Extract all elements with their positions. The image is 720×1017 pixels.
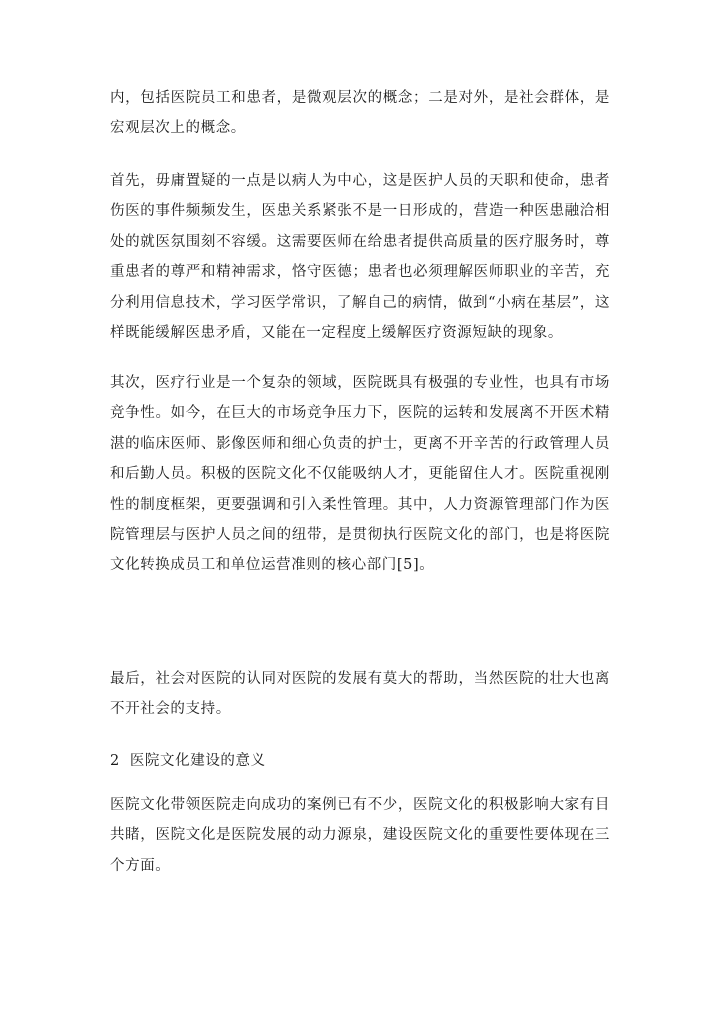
paragraph-second: 其次，医疗行业是一个复杂的领域，医院既具有极强的专业性，也具有市场竞争性。如今，在巨大的市场竞争压力下，医院的运转和发展离不开医术精湛的临床医师、影像医师和细心负责的护士，更离不开辛苦的行政管理人员和后勤人员。积极的医院文化不仅能吸纳人才，更能留住人才。医院重视刚性的制度框架，更要强调和引入柔性管理。其中，人力资源管理部门作为医院管理层与医护人员之间的纽带，是贯彻执行医院文化的部门，也是将医院文化转换成员工和单位运营准则的核心部门[5]。 xyxy=(110,375,610,574)
paragraph-intro-continuation: 内，包括医院员工和患者，是微观层次的概念；二是对外，是社会群体，是宏观层次上的概念。 xyxy=(110,90,610,137)
section-heading xyxy=(110,746,610,776)
paragraph-last: 最后，社会对医院的认同对医院的发展有莫大的帮助，当然医院的壮大也离不开社会的支持。 xyxy=(110,671,610,718)
section-number: 2 xyxy=(110,753,120,769)
section-title: 医院文化建设的意义 xyxy=(129,753,266,769)
paragraph-section-intro: 医院文化带领医院走向成功的案例已有不少，医院文化的积极影响大家有目共睹，医院文化是医院发展的动力源泉，建设医院文化的重要性要体现在三个方面。 xyxy=(110,797,610,874)
paragraph-first: 首先，毋庸置疑的一点是以病人为中心，这是医护人员的天职和使命，患者伤医的事件频频发生，医患关系紧张不是一日形成的，营造一种医患融洽相处的就医氛围刻不容缓。这需要医师在给患者提供高质量的医疗服务时，尊重患者的尊严和精神需求，恪守医德；患者也必须理解医师职业的辛苦，充分利用信息技术，学习医学常识，了解自己的病情，做到“小病在基层”，这样既能缓解医患矛盾，又能在一定程度上缓解医疗资源短缺的现象。 xyxy=(110,173,610,342)
